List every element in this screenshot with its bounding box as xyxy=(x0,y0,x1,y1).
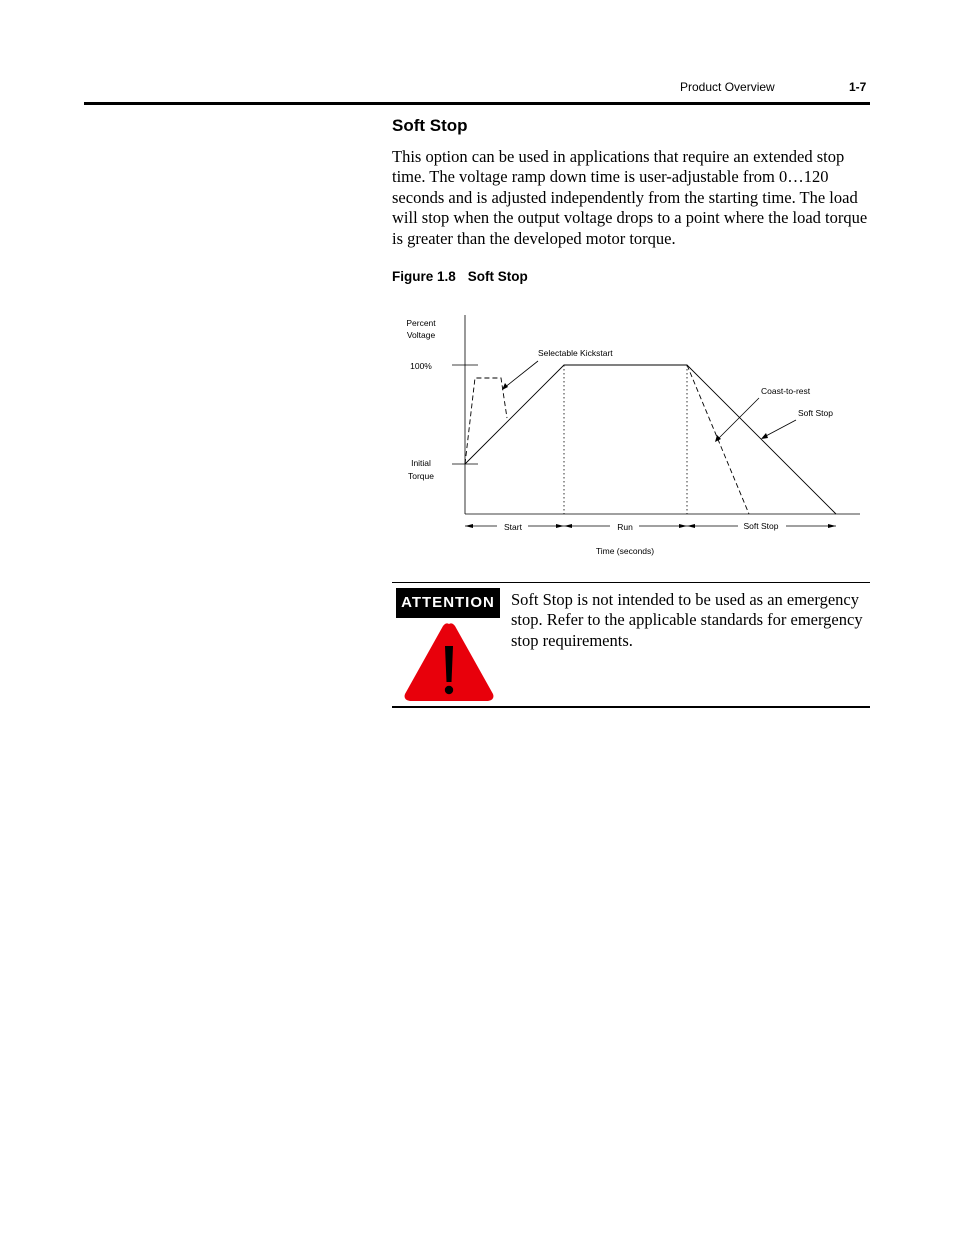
start-arrowhead-left xyxy=(465,524,473,528)
annotation-kickstart: Selectable Kickstart xyxy=(538,348,613,358)
stop-arrowhead-left xyxy=(687,524,695,528)
attention-badge: ATTENTION xyxy=(396,588,500,618)
phase-label-soft-stop: Soft Stop xyxy=(743,521,779,531)
annotation-soft-stop-leader xyxy=(764,420,796,437)
y-label-line-2: Voltage xyxy=(406,330,436,340)
annotation-soft-stop: Soft Stop xyxy=(798,408,833,418)
x-axis-label: Time (seconds) xyxy=(595,546,655,556)
header-rule xyxy=(84,102,870,105)
figure-title: Soft Stop xyxy=(467,269,528,284)
page-number: 1-7 xyxy=(849,80,867,94)
kickstart-series-line xyxy=(465,378,507,464)
phase-label-start: Start xyxy=(504,522,522,532)
warning-triangle-icon xyxy=(402,620,496,704)
y-tick-label-100: 100% xyxy=(410,361,432,371)
annotation-kickstart-leader xyxy=(504,361,538,388)
running-header-section: Product Overview xyxy=(680,80,775,94)
attention-top-rule xyxy=(392,582,870,583)
stop-arrowhead-right xyxy=(828,524,836,528)
figure-caption xyxy=(392,269,528,284)
soft-stop-chart xyxy=(392,300,870,565)
start-arrowhead-right xyxy=(556,524,564,528)
run-arrowhead-left xyxy=(564,524,572,528)
y-tick-label-initial: Initial Torque xyxy=(408,458,434,481)
run-arrowhead-right xyxy=(679,524,687,528)
attention-bottom-rule xyxy=(392,706,870,708)
y-label-line-1: Percent xyxy=(406,318,436,328)
annotation-soft-stop-arrowhead xyxy=(761,433,768,439)
annotation-coast-leader xyxy=(717,398,759,440)
annotation-kickstart-arrowhead xyxy=(502,383,508,390)
attention-text: Soft Stop is not intended to be used as an emergency stop. Refer to the applicable standards for emergency stop requirements. xyxy=(511,590,863,650)
phase-label-run: Run xyxy=(617,522,633,532)
y-axis-label xyxy=(406,318,436,340)
annotation-coast-to-rest: Coast-to-rest xyxy=(761,386,811,396)
annotation-coast-arrowhead xyxy=(715,435,721,442)
section-title: Soft Stop xyxy=(392,116,468,135)
body-paragraph: This option can be used in applications that require an extended stop time. The voltage ramp down time is user-adjustable from 0…120 seconds and is adjusted independently from the starting time. The load will stop when the output voltage drops to a point where the load torque is greater than the developed motor torque. xyxy=(392,147,868,248)
figure-number: Figure 1.8 xyxy=(392,269,456,284)
